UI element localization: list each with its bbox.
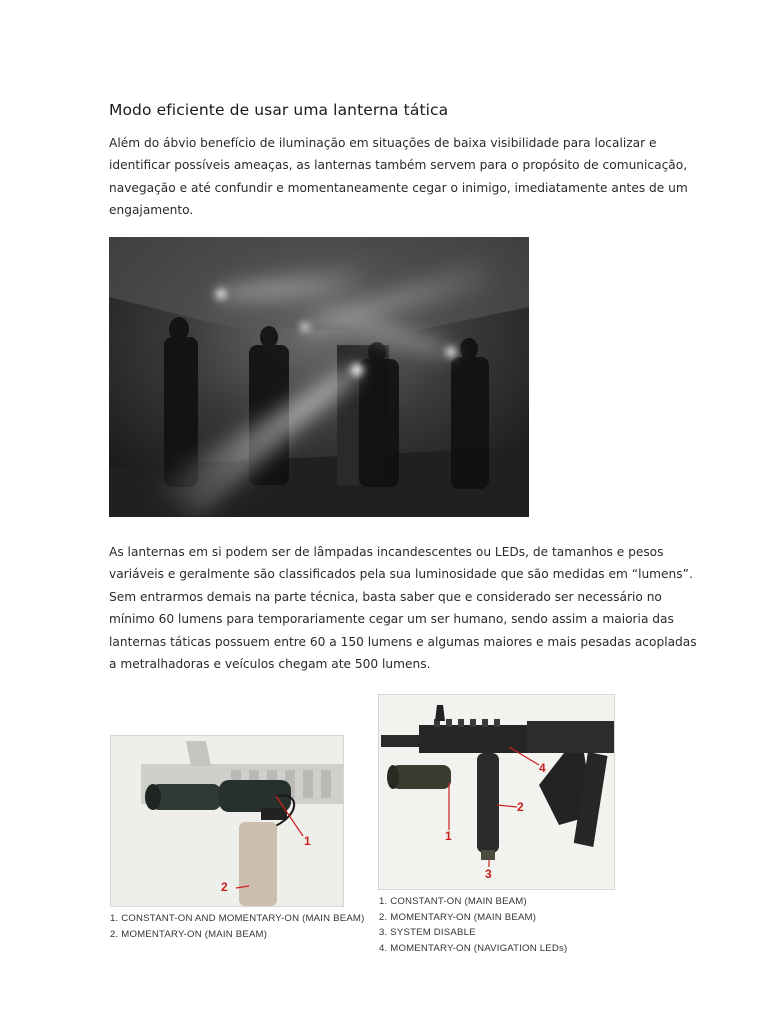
paragraph-line: Sem entrarmos demais na parte técnica, basta saber que e considerado ser necessário no [109,589,662,604]
caption-item: 3. SYSTEM DISABLE [379,927,476,939]
tactical-flashlight-photo [109,237,529,517]
callout-number: 1 [304,834,311,848]
paragraph-lumens [109,541,697,675]
paragraph-intro [109,132,688,222]
caption-item: 2. MOMENTARY-ON (MAIN BEAM) [110,928,268,940]
paragraph-line: lanternas táticas possuem entre 60 a 150 lumens e algumas maiores e mais pesadas acopladas [109,634,697,649]
paragraph-line: a metralhadoras e veículos chegam ate 500 lumens. [109,657,431,672]
callout-number: 4 [539,761,546,775]
rifle-light-diagram [110,735,344,907]
caption-list-right [379,894,567,956]
paragraph-line: mínimo 60 lumens para temporariamente cegar um ser humano, sendo assim a maioria das [109,612,674,627]
caption-list-left [110,911,365,942]
paragraph-line: identificar possíveis ameaças, as lanternas também servem para o propósito de comunicação, [109,158,688,173]
caption-item: 1. CONSTANT-ON AND MOMENTARY-ON (MAIN BEAM) [110,913,365,924]
smg-light-illustration [379,695,614,889]
paragraph-line: Além do ábvio benefício de iluminação em situações de baixa visibilidade para localizar e [109,136,657,150]
paragraph-line: navegação e até confundir e momentaneamente cegar o inimigo, imediatamente antes de um [109,180,688,195]
callout-number: 1 [445,829,452,843]
caption-item: 4. MOMENTARY-ON (NAVIGATION LEDs) [379,942,568,954]
callout-number: 2 [221,880,228,894]
callout-number: 2 [517,800,524,814]
caption-item: 1. CONSTANT-ON (MAIN BEAM) [379,896,527,907]
smg-light-diagram [378,694,615,890]
caption-item: 2. MOMENTARY-ON (MAIN BEAM) [379,911,537,923]
paragraph-line: engajamento. [109,203,194,218]
flashlight-scene-illustration [109,237,529,517]
paragraph-line: variáveis e geralmente são classificados pela sua luminosidade que são medidas em “lumens”. [109,567,693,582]
article-title: Modo eficiente de usar uma lanterna tática [109,101,449,119]
paragraph-line: As lanternas em si podem ser de lâmpadas incandescentes ou LEDs, de tamanhos e pesos [109,545,664,559]
callout-number: 3 [485,867,492,881]
